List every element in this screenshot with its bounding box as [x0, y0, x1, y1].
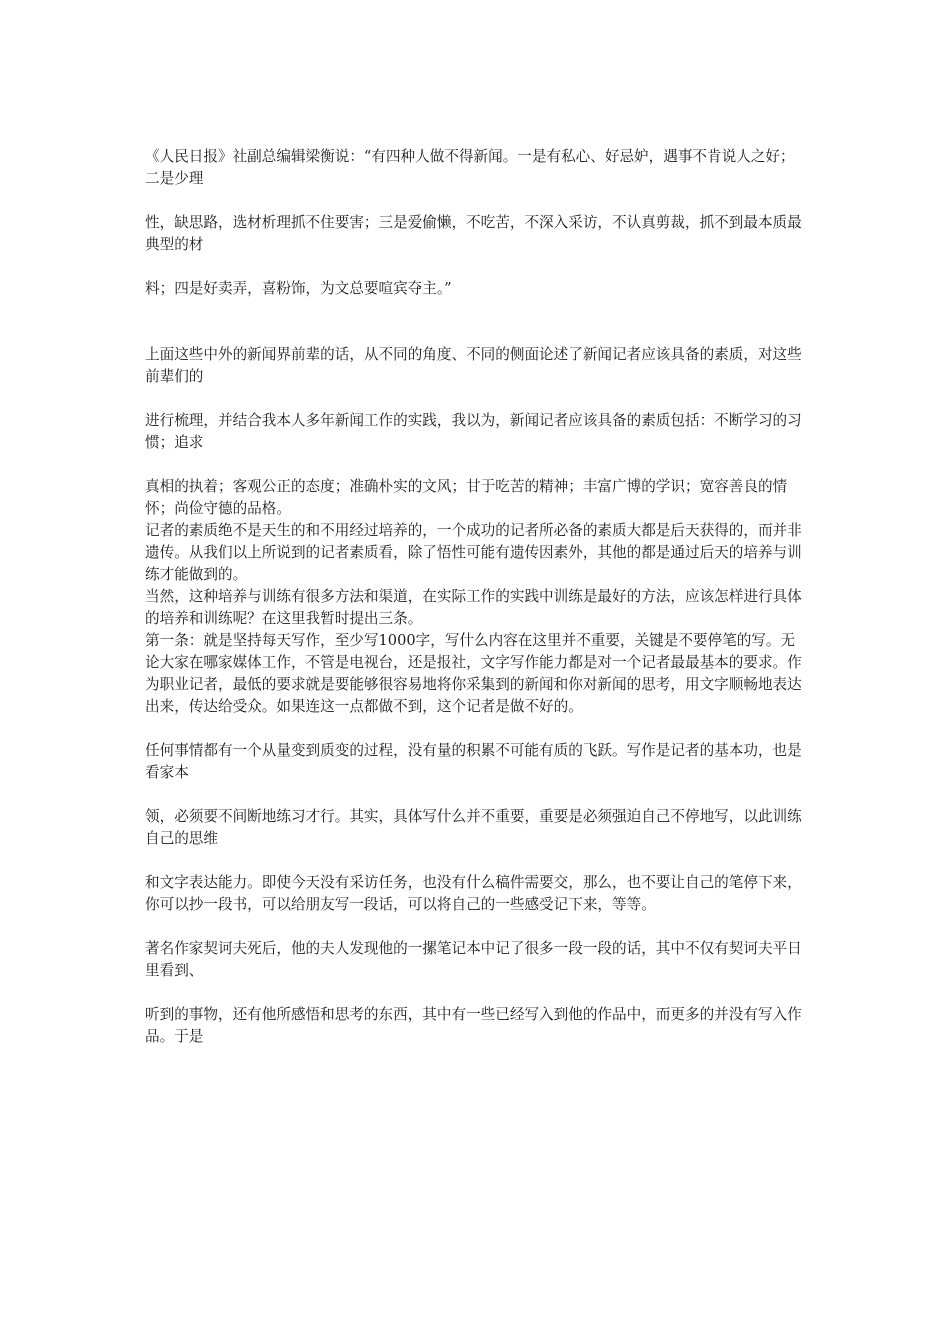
paragraph-quality-acquired: 记者的素质绝不是天生的和不用经过培养的，一个成功的记者所必备的素质大都是后天获得的，而并非遗传。从我们以上所说到的记者素质看，除了悟性可能有遗传因素外，其他的都是通过后天的培养与训练才能做到的。 — [145, 522, 802, 583]
paragraph-liang-heng-quote-1: 《人民日报》社副总编辑梁衡说：“有四种人做不得新闻。一是有私心、好忌妒，遇事不肯说人之好；二是少理 — [145, 148, 795, 187]
paragraph-rule-one: 第一条：就是坚持每天写作，至少写1000字，写什么内容在这里并不重要，关键是不要停笔的写。无论大家在哪家媒体工作，不管是电视台，还是报社，文字写作能力都是对一个记者最最基本的要求。作为职业记者，最低的要求就是要能够很容易地将你采集到的新闻和你对新闻的思考，用文字顺畅地表达出来，传达给受众。如果连这一点都做不到，这个记者是做不好的。 — [145, 632, 802, 715]
paragraph-summary-1: 上面这些中外的新闻界前辈的话，从不同的角度、不同的侧面论述了新闻记者应该具备的素质，对这些前辈们的 — [145, 346, 802, 385]
paragraph-chekhov-2: 听到的事物，还有他所感悟和思考的东西，其中有一些已经写入到他的作品中，而更多的并没有写入作品。于是 — [145, 1006, 802, 1045]
paragraph-liang-heng-quote-3: 料；四是好卖弄，喜粉饰，为文总要喧宾夺主。” — [145, 280, 452, 297]
paragraph-quantity-quality-1: 任何事情都有一个从量变到质变的过程，没有量的积累不可能有质的飞跃。写作是记者的基本功，也是看家本 — [145, 742, 802, 781]
paragraph-training-methods: 当然，这种培养与训练有很多方法和渠道，在实际工作的实践中训练是最好的方法，应该怎样进行具体的培养和训练呢？在这里我暂时提出三条。 — [145, 588, 802, 627]
paragraph-liang-heng-quote-2: 性，缺思路，选材析理抓不住要害；三是爱偷懒，不吃苦，不深入采访，不认真剪裁，抓不到最本质最典型的材 — [145, 214, 802, 253]
paragraph-quantity-quality-3: 和文字表达能力。即使今天没有采访任务，也没有什么稿件需要交，那么，也不要让自己的笔停下来，你可以抄一段书，可以给朋友写一段话，可以将自己的一些感受记下来，等等。 — [145, 874, 802, 913]
paragraph-quantity-quality-2: 领，必须要不间断地练习才行。其实，具体写什么并不重要，重要是必须强迫自己不停地写，以此训练自己的思维 — [145, 808, 802, 847]
document-page — [145, 146, 807, 1048]
paragraph-chekhov-1: 著名作家契诃夫死后，他的夫人发现他的一摞笔记本中记了很多一段一段的话，其中不仅有契诃夫平日里看到、 — [145, 940, 802, 979]
paragraph-summary-2: 进行梳理，并结合我本人多年新闻工作的实践，我以为，新闻记者应该具备的素质包括：不断学习的习惯；追求 — [145, 412, 802, 451]
paragraph-summary-3: 真相的执着；客观公正的态度；准确朴实的文风；甘于吃苦的精神；丰富广博的学识；宽容善良的情怀；尚俭守德的品格。 — [145, 478, 788, 517]
